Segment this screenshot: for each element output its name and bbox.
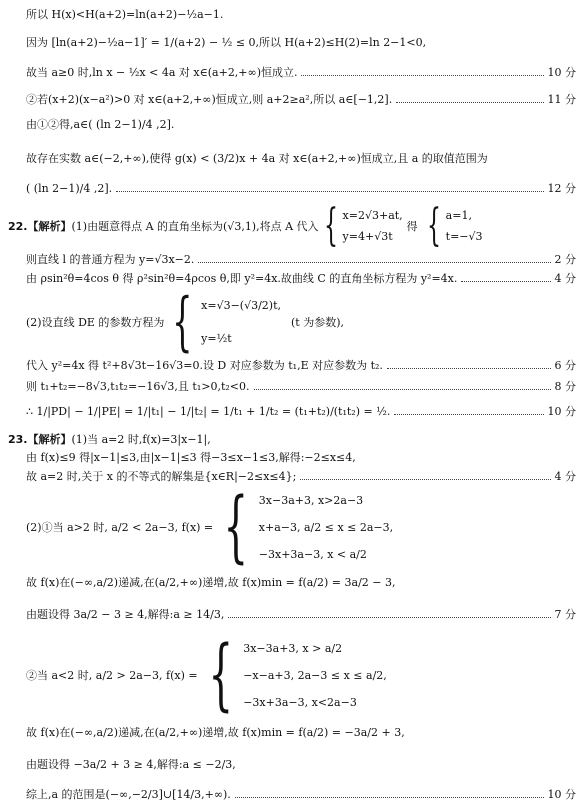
- line-text: 故 f(x)在(−∞,a/2)递减,在(a/2,+∞)递增,故 f(x)min = f(a/2) = −3a/2 + 3,: [26, 726, 405, 739]
- piecewise-cases: [259, 494, 393, 561]
- q23-intro-text: (1)当 a=2 时,f(x)=3|x−1|,: [71, 433, 211, 446]
- text-line: [26, 380, 576, 393]
- equation-system: [201, 299, 281, 345]
- line-text: 故 a=2 时,关于 x 的不等式的解集是{x∈R|−2≤x≤4};: [26, 470, 297, 483]
- line-text: 故当 a≥0 时,ln x − ½x < 4a 对 x∈(a+2,+∞)恒成立.: [26, 66, 298, 79]
- solution-tag: 【解析】: [27, 220, 72, 233]
- case1-lead: (2)①当 a>2 时, a/2 < 2a−3, f(x) =: [26, 521, 214, 534]
- line-text: 由 ρsin²θ=4cos θ 得 ρ²sin²θ=4ρcos θ,即 y²=4x.故曲线 C 的直角坐标方程为 y²=4x.: [26, 272, 458, 285]
- text-line: [26, 118, 576, 131]
- score-label: 4 分: [554, 470, 576, 483]
- left-brace: {: [172, 285, 193, 359]
- dotted-leader: [116, 191, 543, 192]
- text-line: [26, 359, 576, 372]
- q23-case2-line: [26, 630, 387, 720]
- text-line: [26, 8, 576, 21]
- score-label: 10 分: [547, 66, 576, 79]
- case-row: x+a−3, a/2 ≤ x ≤ 2a−3,: [258, 520, 394, 534]
- case-row: −x−a+3, 2a−3 ≤ x ≤ a/2,: [243, 668, 387, 682]
- system-row: x=2√3+at,: [342, 209, 403, 222]
- q23-case1-line: [26, 482, 394, 572]
- dotted-leader: [300, 479, 550, 480]
- text-line: [26, 726, 576, 739]
- text-line: [26, 152, 576, 165]
- text-line: [26, 788, 576, 801]
- dotted-leader: [387, 368, 551, 369]
- q22-part2-tail: (t 为参数),: [291, 316, 345, 329]
- q22-part2-lead: (2)设直线 DE 的参数方程为: [26, 316, 165, 329]
- line-text: 由 f(x)≤9 得|x−1|≤3,由|x−1|≤3 得−3≤x−1≤3,解得:−2≤x≤4,: [26, 451, 356, 464]
- score-label: 2 分: [554, 253, 576, 266]
- case-row: −3x+3a−3, x<2a−3: [243, 695, 357, 709]
- line-text: 因为 [ln(a+2)−½a−1]′ = 1/(a+2) − ½ ≤ 0,所以 H(a+2)≤H(2)=ln 2−1<0,: [26, 36, 427, 49]
- text-line: [26, 36, 576, 49]
- score-label: 11 分: [547, 93, 576, 106]
- q22-intro-text: (1)由题意得点 A 的直角坐标为(√3,1),将点 A 代入: [71, 220, 319, 233]
- question-number: 23.: [8, 432, 28, 446]
- case-row: −3x+3a−3, x < a/2: [258, 547, 367, 561]
- dotted-leader: [254, 389, 551, 390]
- dotted-leader: [228, 617, 550, 618]
- dotted-leader: [198, 262, 550, 263]
- equation-system: [343, 209, 403, 243]
- line-text: 由①②得,a∈( (ln 2−1)/4 ,2].: [26, 118, 175, 131]
- line-text: ( (ln 2−1)/4 ,2].: [26, 182, 113, 195]
- system-row: y=4+√3t: [342, 230, 393, 243]
- line-text: 由题设得 3a/2 − 3 ≥ 4,解得:a ≥ 14/3,: [26, 608, 225, 621]
- q22-part2-line: [26, 285, 345, 359]
- left-brace: {: [223, 482, 249, 572]
- line-text: 故存在实数 a∈(−2,+∞),使得 g(x) < (3/2)x + 4a 对 x∈(a+2,+∞)恒成立,且 a 的取值范围为: [26, 152, 488, 165]
- line-text: 代入 y²=4x 得 t²+8√3t−16√3=0.设 D 对应参数为 t₁,E 对应参数为 t₂.: [26, 359, 383, 372]
- text-line: [26, 470, 576, 483]
- piecewise-cases: [243, 642, 387, 709]
- text-line: [26, 608, 576, 621]
- dotted-leader: [394, 414, 543, 415]
- connector-text: 得: [406, 220, 418, 233]
- system-row: a=1,: [445, 209, 472, 222]
- line-text: 综上,a 的范围是(−∞,−2/3]∪[14/3,+∞).: [26, 788, 231, 801]
- left-brace: {: [426, 200, 441, 251]
- text-line: [26, 272, 576, 285]
- text-line: [26, 405, 576, 418]
- score-label: 10 分: [547, 405, 576, 418]
- text-line: [26, 576, 576, 589]
- solution-tag: 【解析】: [27, 433, 72, 446]
- score-label: 10 分: [547, 788, 576, 801]
- text-line: [26, 451, 576, 464]
- case-row: 3x−3a+3, x>2a−3: [258, 493, 364, 507]
- line-text: 则 t₁+t₂=−8√3,t₁t₂=−16√3,且 t₁>0,t₂<0.: [26, 380, 250, 393]
- system-row: y=½t: [201, 332, 232, 345]
- line-text: 故 f(x)在(−∞,a/2)递减,在(a/2,+∞)递增,故 f(x)min = f(a/2) = 3a/2 − 3,: [26, 576, 396, 589]
- score-label: 4 分: [554, 272, 576, 285]
- text-line: [26, 253, 576, 266]
- line-text: ∴ 1/|PD| − 1/|PE| = 1/|t₁| − 1/|t₂| = 1/t₁ + 1/t₂ = (t₁+t₂)/(t₁t₂) = ½.: [26, 405, 391, 418]
- text-line: [26, 66, 576, 79]
- question-number: 22.: [8, 219, 28, 233]
- dotted-leader: [461, 281, 550, 282]
- dotted-leader: [301, 75, 543, 76]
- text-line: [26, 182, 576, 195]
- line-text: ②若(x+2)(x−a²)>0 对 x∈(a+2,+∞)恒成立,则 a+2≥a²,所以 a∈[−1,2].: [26, 93, 393, 106]
- score-label: 8 分: [554, 380, 576, 393]
- system-row: x=√3−(√3/2)t,: [201, 299, 282, 312]
- text-line: [26, 758, 576, 771]
- dotted-leader: [235, 797, 544, 798]
- text-line: [26, 93, 576, 106]
- q23-intro-line: [8, 431, 211, 447]
- line-text: 则直线 l 的普通方程为 y=√3x−2.: [26, 253, 195, 266]
- dotted-leader: [396, 102, 543, 103]
- case-row: 3x−3a+3, x > a/2: [243, 641, 343, 655]
- q22-intro-line: [8, 200, 483, 251]
- score-label: 6 分: [554, 359, 576, 372]
- line-text: 所以 H(x)<H(a+2)=ln(a+2)−½a−1.: [26, 8, 224, 21]
- line-text: 由题设得 −3a/2 + 3 ≥ 4,解得:a ≤ −2/3,: [26, 758, 236, 771]
- equation-system: [446, 209, 483, 243]
- case2-lead: ②当 a<2 时, a/2 > 2a−3, f(x) =: [26, 669, 198, 682]
- left-brace: {: [323, 200, 338, 251]
- left-brace: {: [207, 630, 233, 720]
- system-row: t=−√3: [445, 230, 483, 243]
- score-label: 7 分: [554, 608, 576, 621]
- score-label: 12 分: [547, 182, 576, 195]
